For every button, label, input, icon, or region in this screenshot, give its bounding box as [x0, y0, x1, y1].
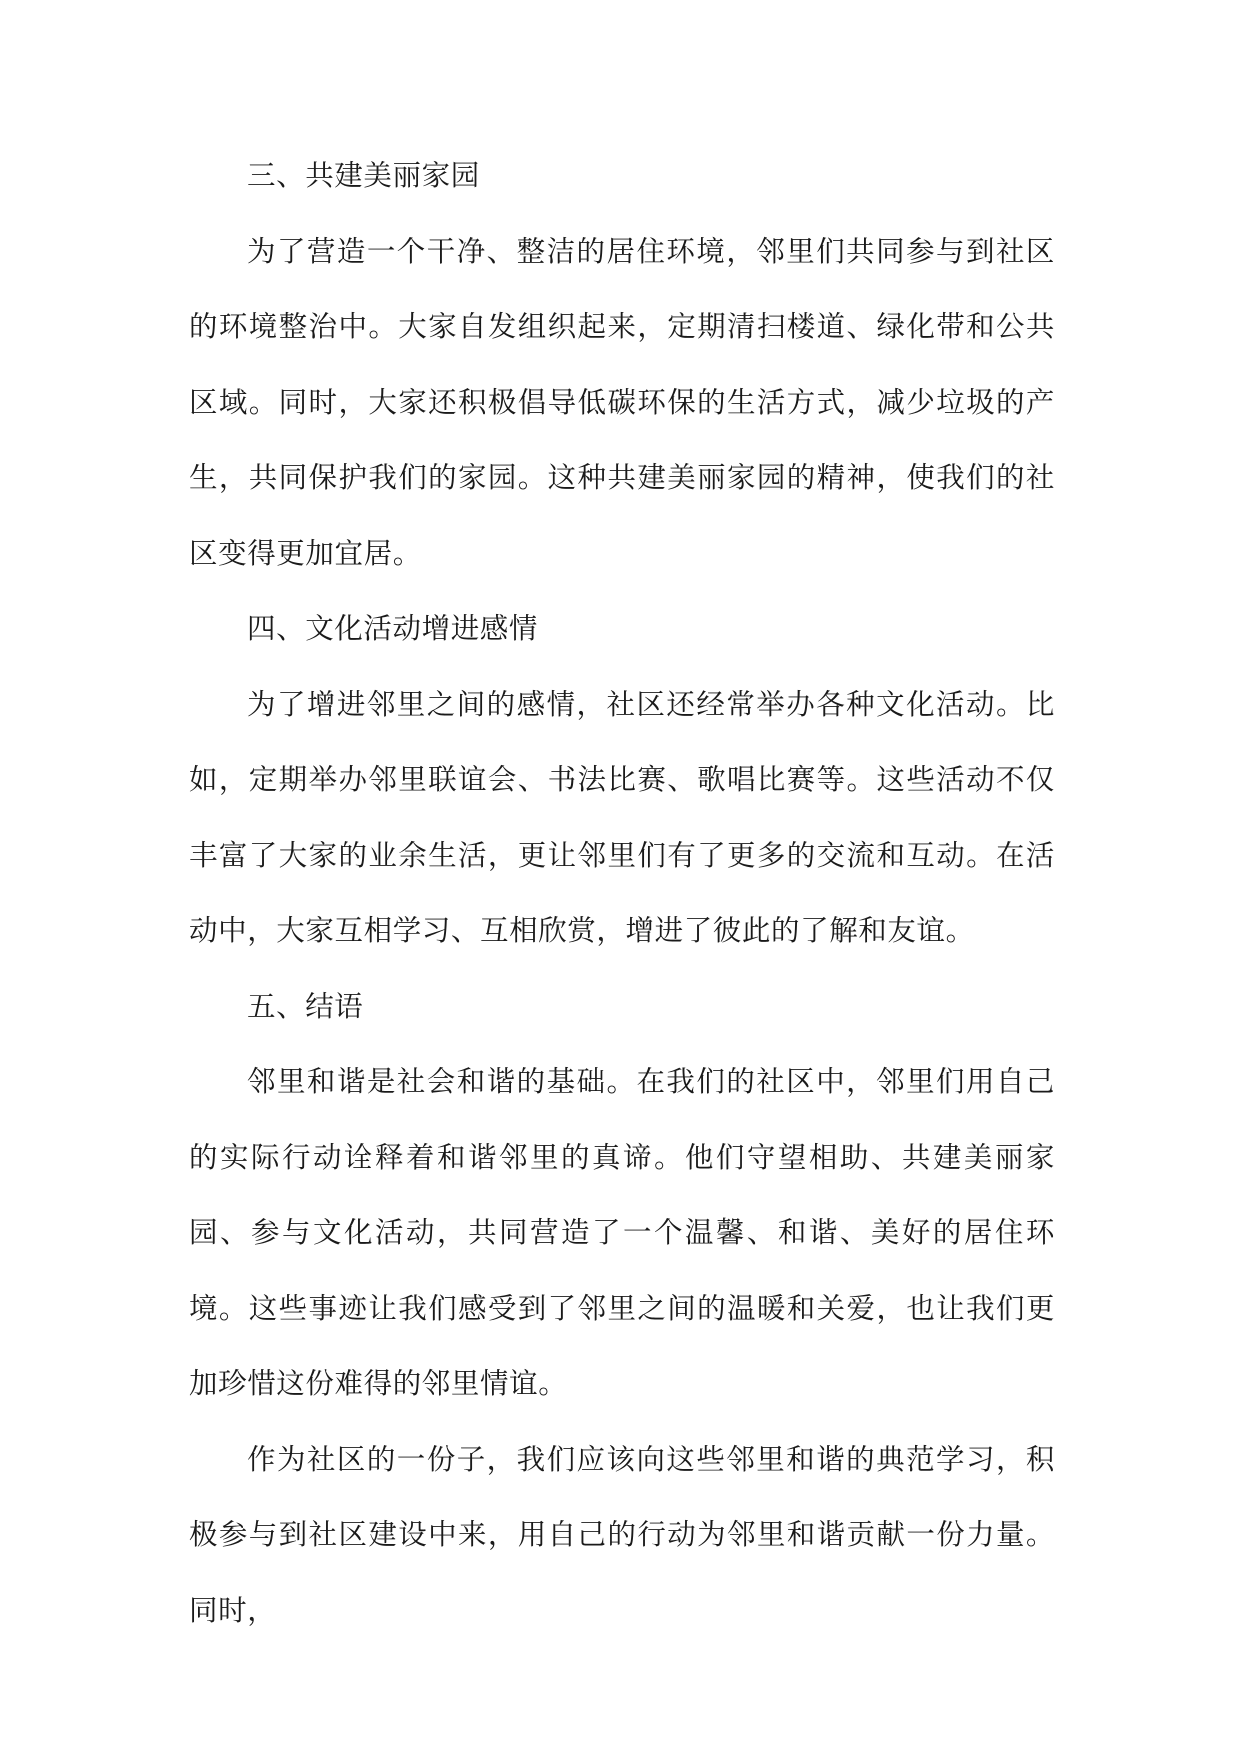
section-heading: 四、文化活动增进感情	[247, 612, 539, 645]
document-body	[189, 138, 1055, 1648]
paragraph: 邻里和谐是社会和谐的基础。在我们的社区中，邻里们用自己的实际行动诠释着和谐邻里的真谛。他们守望相助、共建美丽家园、参与文化活动，共同营造了一个温馨、和谐、美好的居住环境。这些事迹让我们感受到了邻里之间的温暖和关爱，也让我们更加珍惜这份难得的邻里情谊。	[189, 1065, 1055, 1400]
paragraph: 为了增进邻里之间的感情，社区还经常举办各种文化活动。比如，定期举办邻里联谊会、书法比赛、歌唱比赛等。这些活动不仅丰富了大家的业余生活，更让邻里们有了更多的交流和互动。在活动中，大家互相学习、互相欣赏，增进了彼此的了解和友谊。	[189, 687, 1055, 947]
paragraph: 为了营造一个干净、整洁的居住环境，邻里们共同参与到社区的环境整治中。大家自发组织起来，定期清扫楼道、绿化带和公共区域。同时，大家还积极倡导低碳环保的生活方式，减少垃圾的产生，共同保护我们的家园。这种共建美丽家园的精神，使我们的社区变得更加宜居。	[189, 234, 1055, 570]
section-heading: 三、共建美丽家园	[247, 159, 480, 192]
section-heading: 五、结语	[247, 989, 364, 1023]
paragraph: 作为社区的一份子，我们应该向这些邻里和谐的典范学习，积极参与到社区建设中来，用自己的行动为邻里和谐贡献一份力量。同时，	[189, 1442, 1055, 1627]
